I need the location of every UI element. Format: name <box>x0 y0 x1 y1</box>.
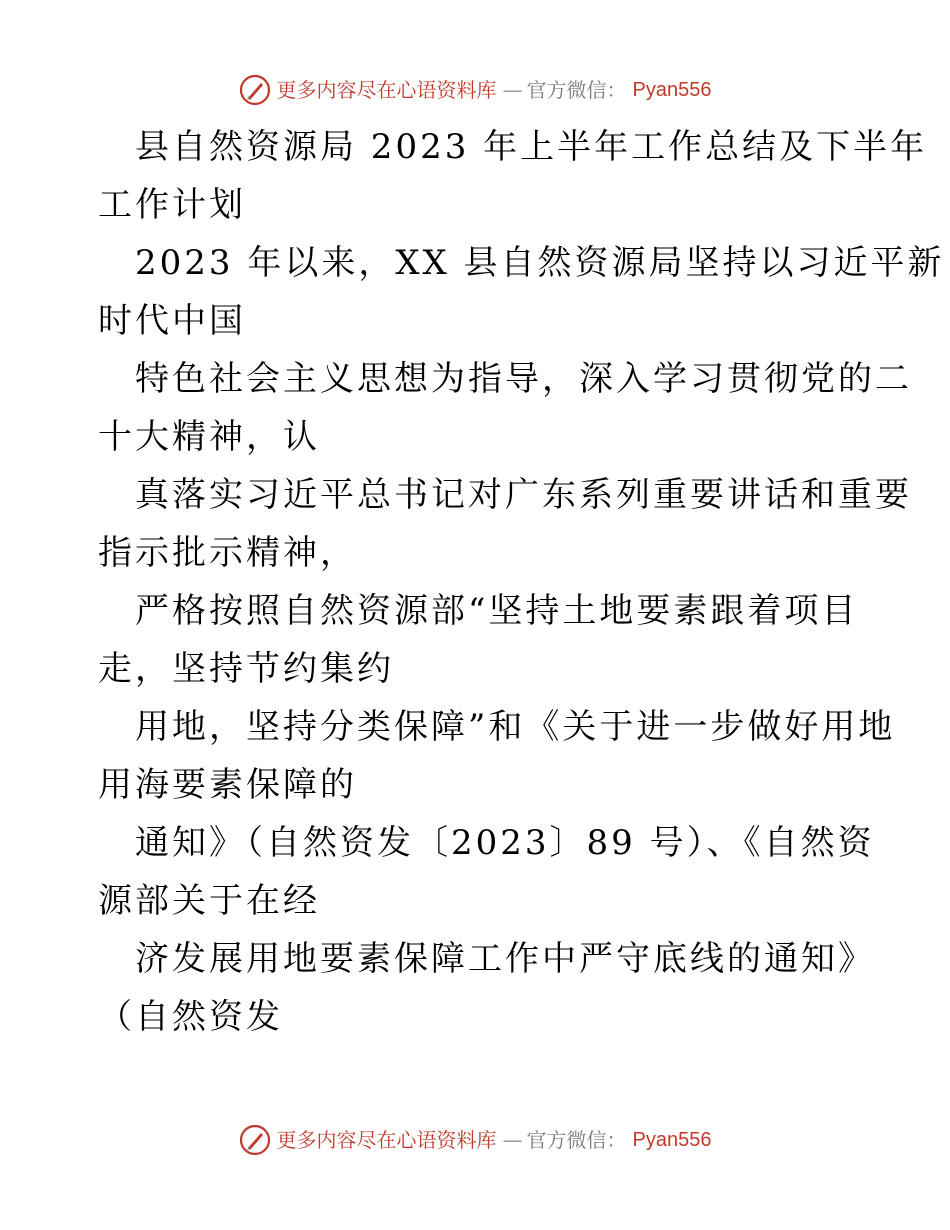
document-line: 济发展用地要素保障工作中严守底线的通知》 <box>135 939 875 979</box>
document-line: 时代中国 <box>98 301 246 341</box>
document-line: （自然资发 <box>98 997 283 1037</box>
watermark-wechat-id: Pyan556 <box>632 79 712 101</box>
watermark-label: 官方微信： <box>526 78 627 102</box>
document-line: 指示批示精神， <box>98 533 357 573</box>
quill-logo-icon <box>239 74 271 106</box>
document-line: 用地，坚持分类保障”和《关于进一步做好用地 <box>135 707 896 747</box>
footer-watermark <box>0 1120 950 1160</box>
document-line: 走，坚持节约集约 <box>98 649 394 689</box>
document-line: 县自然资源局 2023 年上半年工作总结及下半年 <box>135 127 928 167</box>
watermark-wechat-id: Pyan556 <box>632 1129 712 1151</box>
document-body <box>98 118 945 1046</box>
quill-logo-icon <box>239 1124 271 1156</box>
document-line: 工作计划 <box>98 185 246 225</box>
document-line: 严格按照自然资源部“坚持土地要素跟着项目 <box>135 591 859 631</box>
watermark-text: 更多内容尽在心语资料库 <box>276 1128 497 1152</box>
document-line: 通知》（自然资发〔2023〕89 号）、《自然资 <box>135 823 875 863</box>
header-watermark <box>0 70 950 110</box>
document-line: 源部关于在经 <box>98 881 320 921</box>
document-line: 用海要素保障的 <box>98 765 357 805</box>
document-line: 真落实习近平总书记对广东系列重要讲话和重要 <box>135 475 912 515</box>
document-line: 十大精神，认 <box>98 417 320 457</box>
watermark-separator: — <box>502 78 521 102</box>
document-line: 2023 年以来，XX 县自然资源局坚持以习近平新 <box>135 243 945 283</box>
watermark-text: 更多内容尽在心语资料库 <box>276 78 497 102</box>
document-line: 特色社会主义思想为指导，深入学习贯彻党的二 <box>135 359 912 399</box>
watermark-label: 官方微信： <box>526 1128 627 1152</box>
watermark-separator: — <box>502 1128 521 1152</box>
